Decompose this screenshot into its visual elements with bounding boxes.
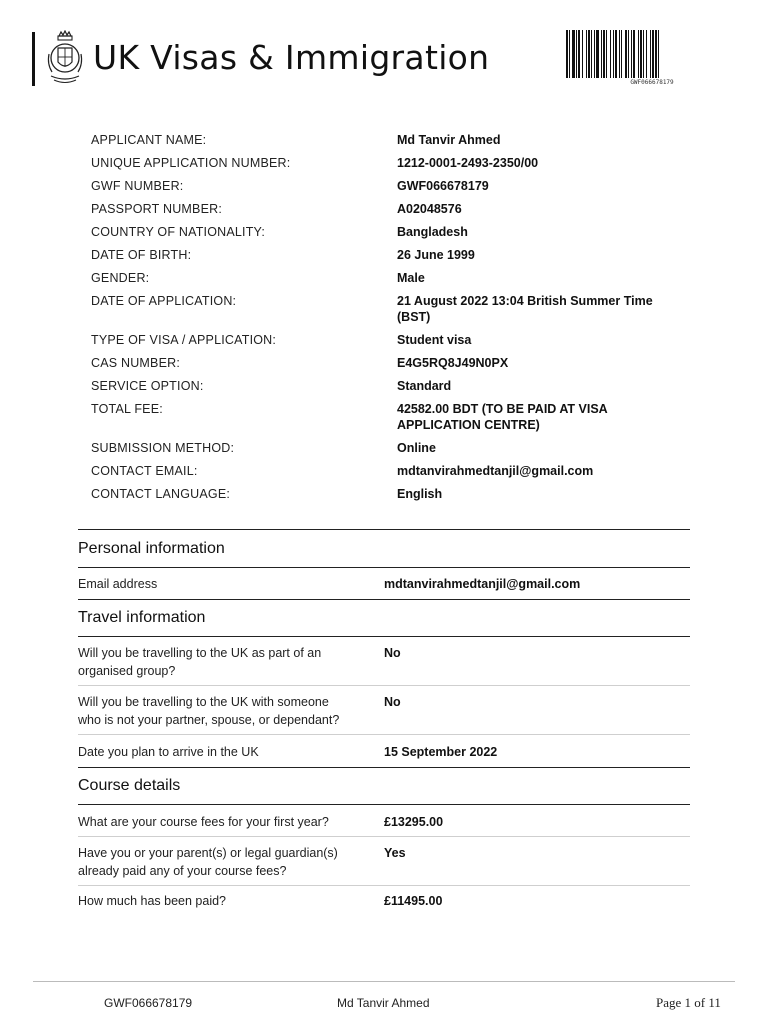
summary-row xyxy=(91,378,691,394)
footer-divider xyxy=(33,981,735,982)
summary-value: Male xyxy=(397,271,425,285)
summary-row xyxy=(91,401,691,433)
summary-row xyxy=(91,270,691,286)
qa-row xyxy=(78,892,690,914)
summary-value: Standard xyxy=(397,379,452,393)
answer-text: No xyxy=(384,646,401,660)
summary-label: DATE OF BIRTH: xyxy=(91,248,192,262)
answer-text: 15 September 2022 xyxy=(384,745,498,759)
summary-value: GWF066678179 xyxy=(397,179,489,193)
summary-value: 26 June 1999 xyxy=(397,248,475,262)
barcode-caption: GWF066678179 xyxy=(630,79,674,86)
summary-label: CONTACT LANGUAGE: xyxy=(91,487,231,501)
summary-row xyxy=(91,332,691,348)
summary-value: Bangladesh xyxy=(397,225,468,239)
summary-row xyxy=(91,224,691,240)
answer-text: mdtanvirahmedtanjil@gmail.com xyxy=(384,577,581,591)
travel-section xyxy=(78,609,690,631)
question-text: How much has been paid? xyxy=(78,894,227,908)
summary-value: Online xyxy=(397,441,436,455)
question-text: What are your course fees for your first year? xyxy=(78,815,329,829)
header-divider-bar xyxy=(32,32,35,86)
summary-value: 42582.00 BDT (TO BE PAID AT VISA APPLICATION CENTRE) xyxy=(397,402,608,432)
summary-label: CAS NUMBER: xyxy=(91,356,181,370)
summary-row xyxy=(91,155,691,171)
qa-row xyxy=(78,813,690,835)
summary-label: TYPE OF VISA / APPLICATION: xyxy=(91,333,277,347)
section-divider xyxy=(78,636,690,637)
summary-row xyxy=(91,178,691,194)
section-heading-personal: Personal information xyxy=(78,540,225,557)
summary-label: SUBMISSION METHOD: xyxy=(91,441,235,455)
row-divider xyxy=(78,836,690,837)
barcode-image xyxy=(566,30,738,82)
summary-label: UNIQUE APPLICATION NUMBER: xyxy=(91,156,291,170)
summary-label: PASSPORT NUMBER: xyxy=(91,202,223,216)
summary-row xyxy=(91,247,691,263)
summary-value: Md Tanvir Ahmed xyxy=(397,133,501,147)
qa-row xyxy=(78,743,690,765)
summary-value: Student visa xyxy=(397,333,472,347)
summary-label: COUNTRY OF NATIONALITY: xyxy=(91,225,266,239)
summary-value: 21 August 2022 13:04 British Summer Time (BST) xyxy=(397,294,653,324)
summary-row xyxy=(91,440,691,456)
summary-label: GWF NUMBER: xyxy=(91,179,184,193)
summary-row xyxy=(91,355,691,371)
summary-value: English xyxy=(397,487,443,501)
answer-text: Yes xyxy=(384,846,406,860)
summary-value: E4G5RQ8J49N0PX xyxy=(397,356,509,370)
section-divider xyxy=(78,599,690,600)
question-text: Will you be travelling to the UK as part of an organised group? xyxy=(78,646,322,678)
summary-label: APPLICANT NAME: xyxy=(91,133,207,147)
qa-row xyxy=(78,644,690,684)
answer-text: £13295.00 xyxy=(384,815,444,829)
row-divider xyxy=(78,685,690,686)
section-divider xyxy=(78,567,690,568)
answer-text: No xyxy=(384,695,401,709)
question-text: Date you plan to arrive in the UK xyxy=(78,745,259,759)
course-section xyxy=(78,777,690,799)
page-number: Page 1 of 11 xyxy=(656,995,721,1010)
section-divider xyxy=(78,529,690,530)
footer-reference: GWF066678179 xyxy=(104,996,193,1010)
section-divider xyxy=(78,804,690,805)
summary-label: SERVICE OPTION: xyxy=(91,379,204,393)
summary-value: mdtanvirahmedtanjil@gmail.com xyxy=(397,464,594,478)
royal-crest-icon xyxy=(46,30,84,86)
summary-label: TOTAL FEE: xyxy=(91,402,163,416)
summary-row xyxy=(91,463,691,479)
summary-row xyxy=(91,132,691,148)
qa-row xyxy=(78,844,690,884)
answer-text: £11495.00 xyxy=(384,894,443,908)
qa-row xyxy=(78,693,690,733)
section-heading-travel: Travel information xyxy=(78,609,206,626)
qa-row xyxy=(78,575,690,597)
summary-label: CONTACT EMAIL: xyxy=(91,464,198,478)
summary-label: DATE OF APPLICATION: xyxy=(91,294,237,308)
summary-row xyxy=(91,201,691,217)
row-divider xyxy=(78,885,690,886)
question-text: Email address xyxy=(78,577,158,591)
applicant-summary xyxy=(91,132,691,509)
summary-row xyxy=(91,293,691,325)
summary-row xyxy=(91,486,691,502)
summary-value: A02048576 xyxy=(397,202,462,216)
section-heading-course: Course details xyxy=(78,777,181,794)
section-divider xyxy=(78,767,690,768)
question-text: Have you or your parent(s) or legal guardian(s) already paid any of your course fees? xyxy=(78,846,338,878)
page-title: UK Visas & Immigration xyxy=(93,38,490,77)
summary-label: GENDER: xyxy=(91,271,150,285)
question-text: Will you be travelling to the UK with someone who is not your partner, spouse, or dependant? xyxy=(78,695,340,727)
row-divider xyxy=(78,734,690,735)
personal-section xyxy=(78,540,690,562)
footer-applicant-name: Md Tanvir Ahmed xyxy=(337,996,430,1010)
summary-value: 1212-0001-2493-2350/00 xyxy=(397,156,539,170)
